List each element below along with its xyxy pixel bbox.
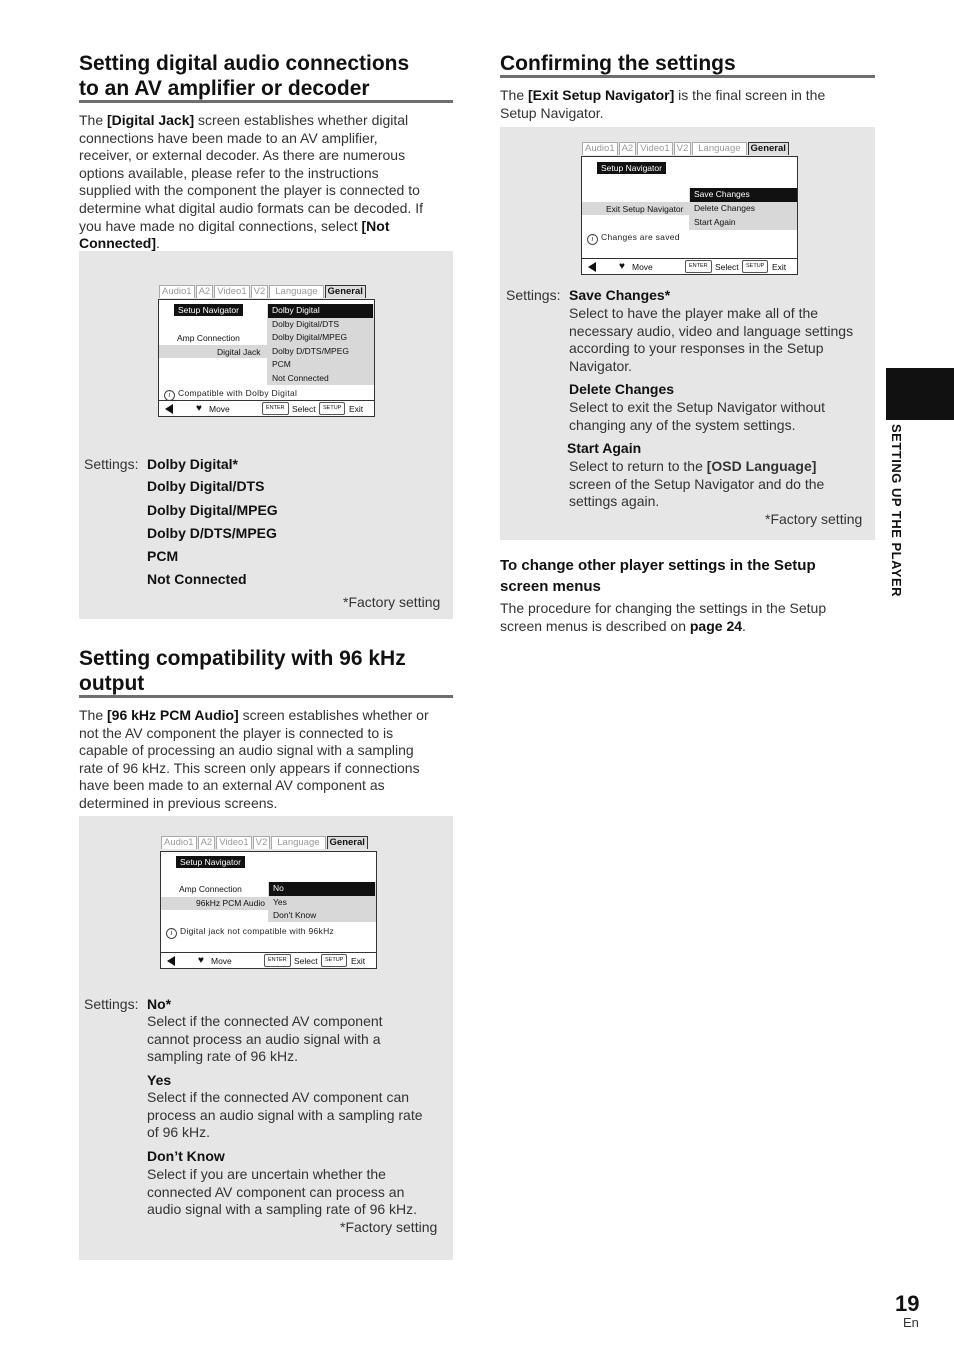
text: screen of the Setup Navigator and do the	[569, 475, 825, 492]
text: Select to return to the	[569, 458, 707, 474]
osd-option: Delete Changes	[694, 203, 755, 213]
bold-ref: [Digital Jack]	[107, 112, 195, 128]
settings-lead: Settings:	[84, 996, 139, 1012]
tab-video1: Video1	[214, 285, 249, 298]
setting-option: Delete Changes	[569, 381, 675, 397]
tab-language: Language	[692, 142, 746, 155]
confirm-paragraph	[500, 87, 880, 122]
text: screen establishes whether or	[238, 707, 429, 723]
text: connected AV component can process an	[147, 1183, 405, 1200]
setting-option: Save Changes*	[569, 287, 671, 303]
osd-info-text: Compatible with Dolby Digital	[178, 388, 298, 398]
setting-description	[569, 305, 853, 375]
title-line: Setting digital audio connections	[79, 52, 410, 75]
bold-ref: [96 kHz PCM Audio]	[107, 707, 239, 723]
footer-move: Move	[632, 262, 653, 272]
text: screen menus is described on	[500, 617, 690, 634]
footer-move: Move	[211, 956, 232, 966]
arrow-left-icon	[165, 404, 173, 414]
setting-option: Dolby Digital/MPEG	[147, 502, 278, 518]
setting-option: Dolby Digital/DTS	[147, 478, 265, 494]
settings-lead: Settings:	[506, 287, 561, 303]
section-rule	[500, 75, 875, 78]
osd-info-line	[166, 925, 334, 939]
text: have been made to an external AV component as	[79, 777, 385, 794]
setting-option: Yes	[147, 1072, 172, 1088]
text: determined in previous screens.	[79, 794, 278, 811]
text: screen establishes whether digital	[194, 112, 409, 128]
osd-info-text: Digital jack not compatible with 96kHz	[180, 926, 335, 936]
setting-description	[147, 1166, 417, 1219]
title-line: output	[79, 672, 145, 695]
arrow-left-icon	[588, 262, 596, 272]
title-line: screen menus	[500, 578, 601, 595]
other-settings-paragraph	[500, 600, 880, 635]
text: not the AV component the player is connected to is	[79, 724, 394, 741]
footer-select: Select	[292, 404, 316, 414]
enter-key-icon: ENTER	[262, 402, 289, 415]
osd-option-selected: Dolby Digital	[268, 304, 373, 318]
info-icon: i	[166, 928, 177, 939]
tab-video1: Video1	[216, 836, 251, 849]
title-line: to an AV amplifier or decoder	[79, 77, 370, 100]
tab-language: Language	[271, 836, 325, 849]
osd-title: Setup Navigator	[176, 856, 245, 868]
osd-title: Setup Navigator	[174, 304, 243, 316]
footer-exit: Exit	[349, 404, 364, 414]
text: cannot process an audio signal with a	[147, 1030, 381, 1047]
osd-screen-96khz	[160, 851, 377, 969]
setting-option: Don’t Know	[147, 1148, 225, 1164]
footer-select: Select	[715, 262, 739, 272]
osd-screen-digital-jack	[158, 299, 375, 417]
osd-title: Setup Navigator	[597, 162, 666, 174]
osd-label-amp: Amp Connection	[177, 333, 240, 343]
setting-option: Dolby Digital*	[147, 456, 239, 472]
footer-select: Select	[294, 956, 318, 966]
settings-lead: Settings:	[84, 456, 139, 472]
footer-exit: Exit	[772, 262, 787, 272]
text: The	[79, 112, 108, 128]
osd-option: Dolby D/DTS/MPEG	[272, 345, 349, 356]
setup-key-icon: SETUP	[742, 260, 768, 273]
osd-option: Not Connected	[272, 373, 329, 383]
title-line: Setting compatibility with 96 kHz	[79, 647, 406, 670]
page-reference: page 24	[689, 617, 743, 634]
text: is the final screen in the	[674, 87, 826, 103]
section-rule	[79, 695, 453, 698]
osd-footer	[582, 258, 797, 274]
tab-v2: V2	[674, 142, 692, 155]
osd-info-line	[164, 387, 297, 401]
arrow-down-icon: ♥	[196, 403, 202, 414]
setting-option: PCM	[147, 548, 179, 564]
text: The procedure for changing the settings in the Setup	[500, 600, 827, 616]
chapter-side-label: SETTING UP THE PLAYER	[889, 424, 904, 598]
chapter-tab-marker	[886, 368, 954, 420]
text: determine what digital audio formats can be decoded. If	[79, 199, 423, 216]
text: options available, please refer to the instructions	[79, 164, 379, 181]
text: The	[79, 707, 108, 723]
text: Navigator.	[569, 357, 633, 374]
osd-tabs	[582, 142, 790, 155]
text: receiver, or external decoder. As there are numerous	[79, 147, 406, 164]
setting-option: Start Again	[567, 440, 642, 456]
tab-audio1: Audio1	[159, 285, 195, 298]
tab-a2: A2	[196, 285, 214, 298]
bold-ref: [Exit Setup Navigator]	[528, 87, 675, 103]
info-icon: i	[587, 234, 598, 245]
bold-ref: [OSD Language]	[706, 458, 817, 474]
setting-description	[569, 399, 825, 434]
setting-option: Dolby D/DTS/MPEG	[147, 525, 277, 541]
osd-screen-exit	[581, 156, 798, 275]
section-title-96khz	[79, 646, 406, 696]
page-number: 19	[895, 1291, 920, 1316]
section-title-confirming: Confirming the settings	[500, 52, 736, 75]
enter-key-icon: ENTER	[264, 954, 291, 967]
text: The	[500, 87, 529, 103]
text: supplied with the component the player is connected to	[79, 182, 420, 199]
setup-key-icon: SETUP	[321, 954, 347, 967]
text: necessary audio, video and language settings	[569, 322, 854, 339]
tab-a2: A2	[198, 836, 216, 849]
osd-label-digital-jack: Digital Jack	[217, 347, 261, 357]
text: rate of 96 kHz. This screen only appears if connections	[79, 759, 420, 776]
text: according to your responses in the Setup	[569, 340, 824, 357]
tab-a2: A2	[619, 142, 637, 155]
arrow-down-icon: ♥	[619, 261, 625, 272]
osd-option: Start Again	[694, 217, 736, 227]
footer-exit: Exit	[351, 956, 366, 966]
tab-audio1: Audio1	[582, 142, 618, 155]
section-title-digital-audio	[79, 51, 409, 101]
text: Select if the connected AV component	[147, 1013, 383, 1029]
page-language: En	[903, 1315, 919, 1330]
factory-note: *Factory setting	[343, 594, 441, 610]
96khz-paragraph	[79, 707, 459, 813]
tab-general: General	[327, 836, 368, 849]
osd-option: Dolby Digital/DTS	[272, 318, 340, 329]
footer-move: Move	[209, 404, 230, 414]
osd-footer	[161, 952, 376, 968]
text: connections have been made to an AV amplifier,	[79, 129, 378, 146]
arrow-left-icon	[167, 956, 175, 966]
text: of 96 kHz.	[147, 1124, 211, 1141]
arrow-down-icon: ♥	[198, 955, 204, 966]
text: Select to exit the Setup Navigator without	[569, 399, 826, 415]
text: settings again.	[569, 493, 660, 510]
osd-option: Yes	[273, 896, 287, 907]
subsection-title-other-settings	[500, 555, 816, 597]
title-line: To change other player settings in the Setup	[500, 557, 816, 574]
osd-option: Dolby Digital/MPEG	[272, 332, 348, 343]
tab-v2: V2	[251, 285, 269, 298]
setting-description	[569, 458, 824, 511]
tab-general: General	[748, 142, 789, 155]
text: Select if the connected AV component can	[147, 1089, 410, 1105]
text: .	[742, 617, 746, 634]
bold-ref: Connected]	[79, 235, 156, 252]
setting-option: Not Connected	[147, 571, 247, 587]
text: capable of processing an audio signal with a sampling	[79, 742, 414, 759]
tab-general: General	[325, 285, 366, 298]
setting-description	[147, 1089, 423, 1142]
tab-video1: Video1	[637, 142, 672, 155]
osd-option-selected: Save Changes	[690, 188, 797, 202]
factory-note: *Factory setting	[340, 1219, 438, 1235]
text: Setup Navigator.	[500, 104, 604, 121]
osd-label-exit: Exit Setup Navigator	[606, 204, 684, 214]
osd-option: PCM	[272, 359, 291, 370]
setting-option: No*	[147, 996, 172, 1012]
tab-v2: V2	[253, 836, 271, 849]
text: .	[156, 235, 160, 252]
text: Select to have the player make all of the	[569, 305, 819, 321]
text: changing any of the system settings.	[569, 416, 796, 433]
osd-label-amp: Amp Connection	[179, 884, 242, 894]
section-rule	[79, 100, 453, 103]
digital-jack-paragraph	[79, 112, 459, 253]
text: you have made no digital connections, select	[79, 217, 362, 234]
osd-label-96khz: 96kHz PCM Audio	[196, 898, 265, 908]
setup-key-icon: SETUP	[319, 402, 345, 415]
text: process an audio signal with a sampling rate	[147, 1106, 423, 1123]
osd-option-selected: No	[269, 882, 375, 896]
osd-info-text: Changes are saved	[601, 232, 680, 242]
osd-info-line	[587, 231, 680, 245]
osd-tabs	[159, 285, 367, 298]
bold-ref: [Not	[361, 217, 390, 234]
factory-note: *Factory setting	[765, 511, 863, 527]
osd-tabs	[161, 836, 369, 849]
text: Select if you are uncertain whether the	[147, 1166, 386, 1182]
osd-footer	[159, 400, 374, 416]
setting-description	[147, 1013, 383, 1066]
osd-option: Don't Know	[273, 910, 317, 921]
tab-audio1: Audio1	[161, 836, 197, 849]
text: audio signal with a sampling rate of 96 kHz.	[147, 1201, 418, 1218]
tab-language: Language	[269, 285, 323, 298]
enter-key-icon: ENTER	[685, 260, 712, 273]
text: sampling rate of 96 kHz.	[147, 1048, 298, 1065]
info-icon: i	[164, 390, 175, 401]
